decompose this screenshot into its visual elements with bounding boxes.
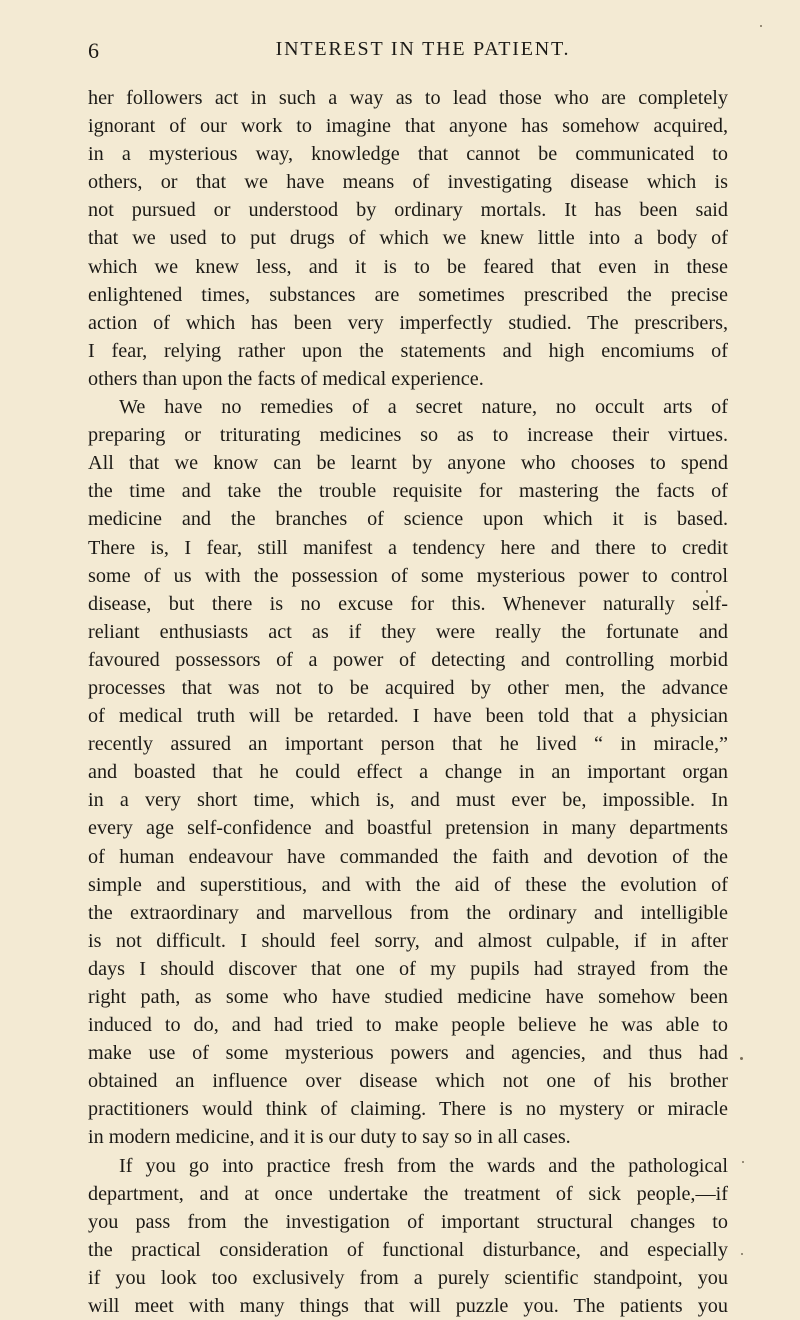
paper-speck — [706, 590, 708, 593]
text-line: If you go into practice fresh from the wards and the pathological — [119, 1154, 728, 1177]
text-line: I fear, relying rather upon the statements and high encomiums of — [88, 339, 728, 362]
text-line: which we knew less, and it is to be feared that even in these — [88, 255, 728, 278]
text-line: her followers act in such a way as to lead those who are completely — [88, 87, 728, 109]
text-line: ignorant of our work to imagine that anyone has somehow acquired, — [88, 115, 728, 138]
text-line: of human endeavour have commanded the faith and devotion of the — [88, 845, 728, 868]
paragraph-3 — [88, 1152, 728, 1320]
text-line: medicine and the branches of science upon which it is based. — [88, 508, 728, 531]
page-header — [88, 38, 728, 68]
text-line: of medical truth will be retarded. I have been told that a physician — [88, 705, 728, 728]
text-line: that we used to put drugs of which we knew little into a body of — [88, 227, 728, 250]
text-line: is not difficult. I should feel sorry, and almost culpable, if in after — [88, 929, 728, 952]
text-line: others than upon the facts of medical experience. — [88, 367, 484, 390]
paper-speck — [741, 1253, 743, 1255]
running-head: INTEREST IN THE PATIENT. — [275, 38, 571, 60]
text-line: obtained an influence over disease which not one of his brother — [88, 1070, 728, 1093]
text-line: every age self-confidence and boastful pretension in many departments — [88, 817, 728, 840]
text-line: will meet with many things that will puzzle you. The patients you — [88, 1295, 728, 1318]
text-line: and boasted that he could effect a change in an important organ — [88, 761, 728, 784]
text-line: preparing or triturating medicines so as to increase their virtues. — [88, 424, 728, 447]
text-line: not pursued or understood by ordinary mortals. It has been said — [88, 199, 728, 222]
text-line: others, or that we have means of investigating disease which is — [88, 171, 728, 194]
text-line: in a mysterious way, knowledge that cannot be communicated to — [88, 143, 728, 166]
text-line: make use of some mysterious powers and agencies, and thus had — [88, 1042, 728, 1065]
text-line: you pass from the investigation of important structural changes to — [88, 1210, 728, 1233]
text-line: There is, I fear, still manifest a tendency here and there to credit — [88, 536, 728, 559]
text-line: favoured possessors of a power of detecting and controlling morbid — [88, 648, 728, 671]
text-line: recently assured an important person that he lived “ in miracle,” — [88, 733, 728, 756]
text-line: the extraordinary and marvellous from the ordinary and intelligible — [88, 901, 728, 924]
text-line: in modern medicine, and it is our duty to say so in all cases. — [88, 1126, 571, 1149]
text-line: induced to do, and had tried to make people believe he was able to — [88, 1014, 728, 1037]
text-line: days I should discover that one of my pupils had strayed from the — [88, 957, 728, 980]
text-line: department, and at once undertake the treatment of sick people,—if — [88, 1182, 728, 1205]
body-text — [88, 84, 728, 1320]
page-number: 6 — [88, 38, 100, 63]
text-line: enlightened times, substances are sometimes prescribed the precise — [88, 283, 728, 306]
text-line: if you look too exclusively from a purely scientific standpoint, you — [88, 1266, 728, 1289]
paper-speck — [740, 1057, 743, 1060]
paper-speck — [742, 1161, 744, 1163]
text-line: right path, as some who have studied medicine have somehow been — [88, 986, 728, 1008]
text-line: We have no remedies of a secret nature, no occult arts of — [119, 396, 728, 419]
text-line: practitioners would think of claiming. There is no mystery or miracle — [88, 1098, 728, 1121]
text-line: in a very short time, which is, and must ever be, impossible. In — [88, 789, 728, 812]
text-line: All that we know can be learnt by anyone who chooses to spend — [88, 452, 728, 475]
text-line: action of which has been very imperfectly studied. The prescribers, — [88, 311, 728, 334]
text-line: disease, but there is no excuse for this. Whenever naturally self- — [88, 592, 728, 615]
text-line: processes that was not to be acquired by other men, the advance — [88, 676, 728, 699]
text-line: the practical consideration of functional disturbance, and especially — [88, 1238, 728, 1261]
text-line: simple and superstitious, and with the aid of these the evolution of — [88, 873, 728, 896]
text-line: some of us with the possession of some mysterious power to control — [88, 564, 728, 587]
text-line: the time and take the trouble requisite for mastering the facts of — [88, 480, 728, 503]
paragraph-1 — [88, 84, 728, 393]
paragraph-2 — [88, 393, 728, 1152]
text-line: reliant enthusiasts act as if they were really the fortunate and — [88, 620, 728, 643]
paper-speck — [760, 25, 762, 27]
